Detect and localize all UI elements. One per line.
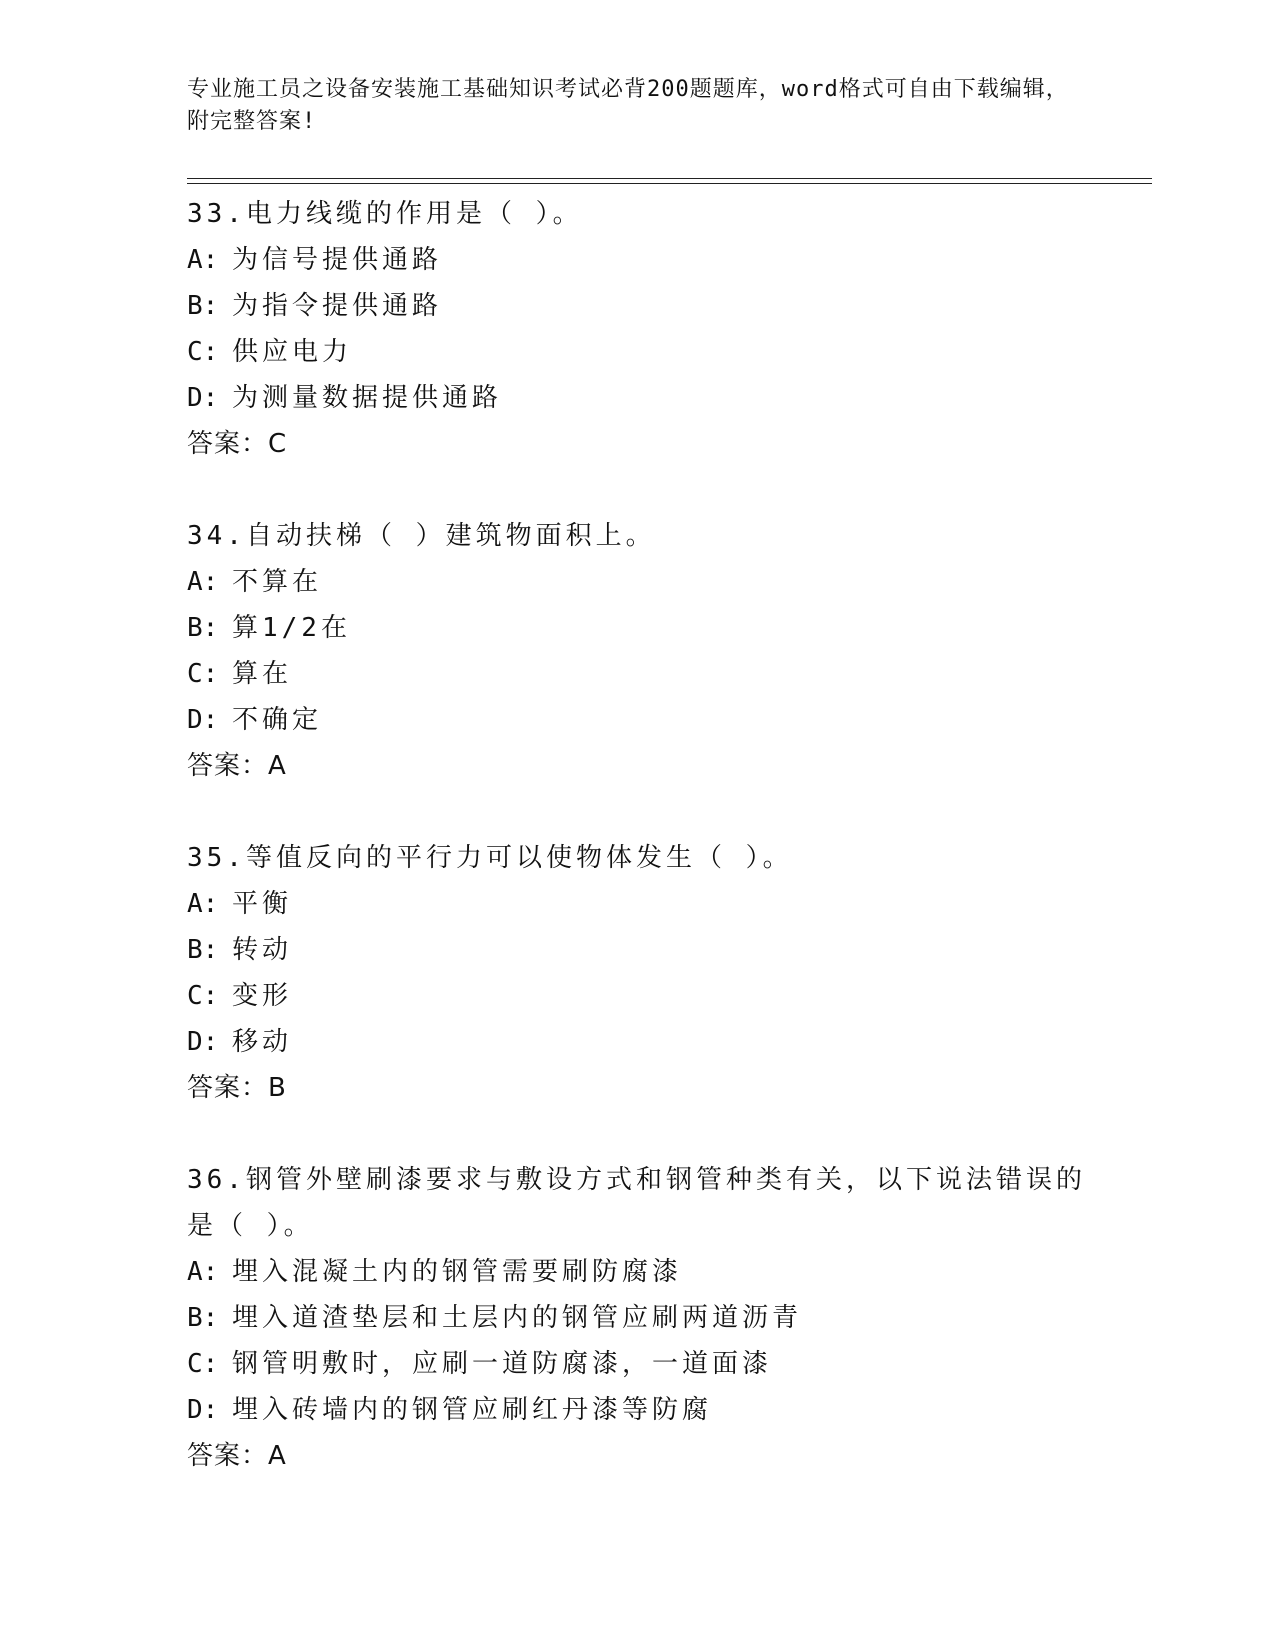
option-b (187, 927, 1087, 973)
header-title: 专业施工员之设备安装施工基础知识考试必背200题题库，word格式可自由下载编辑，附完整答案! (187, 77, 1069, 134)
option-letter: B: (187, 291, 219, 321)
option-text: 转动 (232, 935, 293, 965)
document-header (187, 74, 1087, 138)
question-35 (187, 835, 1087, 1111)
option-a (187, 237, 1087, 283)
option-text: 钢管明敷时，应刷一道防腐漆，一道面漆 (232, 1349, 773, 1379)
header-divider-top (187, 178, 1152, 179)
question-34 (187, 513, 1087, 789)
option-a (187, 881, 1087, 927)
option-letter: C: (187, 1349, 219, 1379)
option-d (187, 697, 1087, 743)
question-36 (187, 1157, 1087, 1479)
question-list (187, 191, 1087, 1525)
option-text: 移动 (232, 1027, 293, 1057)
option-letter: C: (187, 981, 219, 1011)
question-33 (187, 191, 1087, 467)
option-text: 算在 (232, 659, 293, 689)
option-b (187, 283, 1087, 329)
option-c (187, 973, 1087, 1019)
header-divider-bottom (187, 183, 1152, 184)
answer-line: 答案：C (187, 429, 288, 459)
option-letter: A: (187, 245, 219, 275)
answer-line: 答案：A (187, 751, 287, 781)
option-letter: A: (187, 889, 219, 919)
question-stem: 33.电力线缆的作用是（ ）。 (187, 199, 583, 229)
option-text: 埋入砖墙内的钢管应刷红丹漆等防腐 (232, 1395, 713, 1425)
answer-line: 答案：B (187, 1073, 287, 1103)
option-text: 供应电力 (232, 337, 353, 367)
option-c (187, 329, 1087, 375)
option-letter: D: (187, 383, 219, 413)
option-letter: B: (187, 1303, 219, 1333)
option-d (187, 1019, 1087, 1065)
option-text: 算1/2在 (232, 613, 351, 643)
question-stem: 35.等值反向的平行力可以使物体发生（ ）。 (187, 843, 793, 873)
option-c (187, 1341, 1087, 1387)
option-text: 埋入道渣垫层和土层内的钢管应刷两道沥青 (232, 1303, 803, 1333)
option-text: 不确定 (232, 705, 323, 735)
question-stem: 34.自动扶梯（ ）建筑物面积上。 (187, 521, 656, 551)
option-c (187, 651, 1087, 697)
option-text: 不算在 (232, 567, 323, 597)
option-letter: A: (187, 1257, 219, 1287)
option-d (187, 375, 1087, 421)
question-stem: 36.钢管外壁刷漆要求与敷设方式和钢管种类有关，以下说法错误的是（ ）。 (187, 1165, 1086, 1241)
option-text: 为信号提供通路 (232, 245, 443, 275)
answer-line: 答案：A (187, 1441, 287, 1471)
option-a (187, 1249, 1087, 1295)
option-letter: B: (187, 935, 219, 965)
option-b (187, 1295, 1087, 1341)
option-a (187, 559, 1087, 605)
option-letter: D: (187, 1395, 219, 1425)
option-letter: D: (187, 1027, 219, 1057)
option-d (187, 1387, 1087, 1433)
option-text: 为指令提供通路 (232, 291, 443, 321)
option-letter: B: (187, 613, 219, 643)
option-letter: C: (187, 659, 219, 689)
option-letter: A: (187, 567, 219, 597)
option-b (187, 605, 1087, 651)
option-text: 变形 (232, 981, 293, 1011)
option-text: 埋入混凝土内的钢管需要刷防腐漆 (232, 1257, 683, 1287)
option-letter: C: (187, 337, 219, 367)
option-text: 平衡 (232, 889, 293, 919)
option-letter: D: (187, 705, 219, 735)
option-text: 为测量数据提供通路 (232, 383, 503, 413)
